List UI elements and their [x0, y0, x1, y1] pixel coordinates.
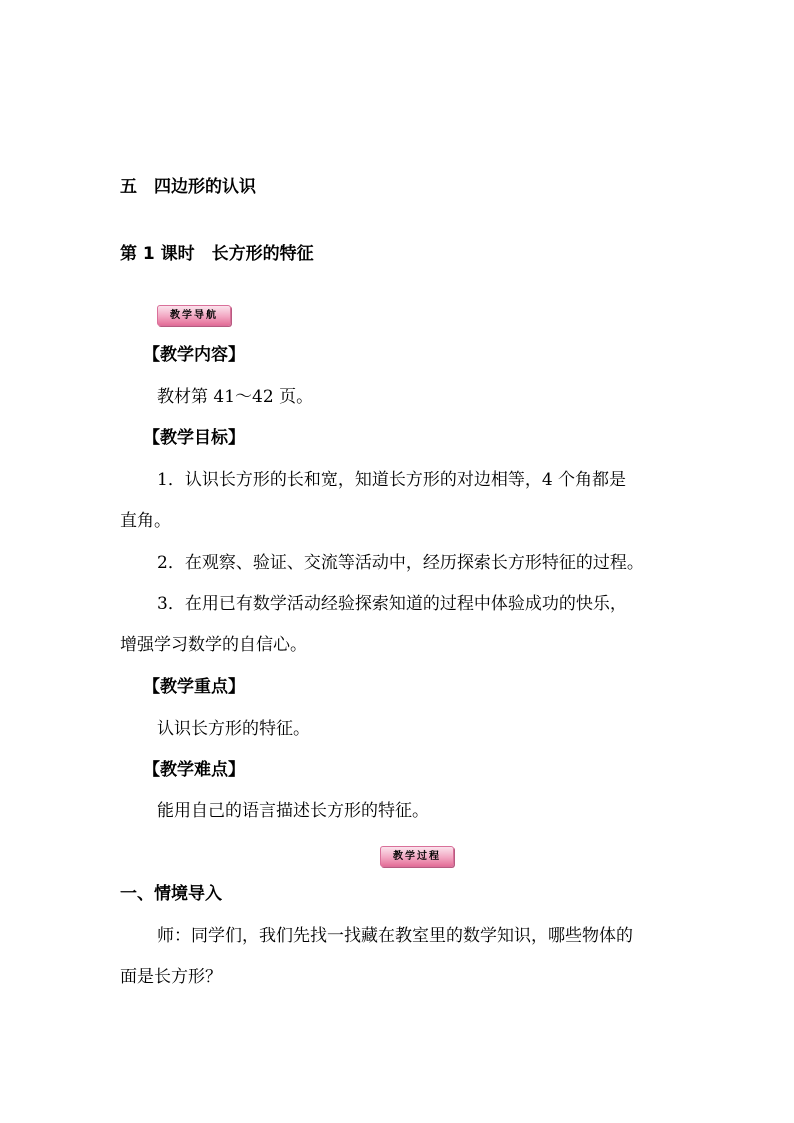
- teaching-process-badge: 教学过程: [380, 846, 454, 867]
- section-1-heading: 一、情境导入: [120, 884, 222, 904]
- key-points-text: 认识长方形的特征。: [157, 719, 310, 739]
- key-points-heading: 【教学重点】: [143, 677, 245, 697]
- goal-1-line-1: 1．认识长方形的长和宽，知道长方形的对边相等，4 个角都是: [157, 470, 627, 490]
- goal-3-line-1: 3．在用已有数学活动经验探索知道的过程中体验成功的快乐，: [157, 594, 627, 614]
- lesson-title: 第 1 课时 长方形的特征: [120, 244, 314, 264]
- difficulty-text: 能用自己的语言描述长方形的特征。: [157, 801, 429, 821]
- intro-line-2: 面是长方形？: [120, 967, 222, 987]
- intro-line-1: 师：同学们，我们先找一找藏在教室里的数学知识，哪些物体的: [157, 926, 633, 946]
- teaching-navigation-badge: 教学导航: [157, 305, 231, 326]
- content-heading: 【教学内容】: [143, 345, 245, 365]
- goals-heading: 【教学目标】: [143, 428, 245, 448]
- goal-1-line-2: 直角。: [120, 511, 171, 531]
- difficulty-heading: 【教学难点】: [143, 760, 245, 780]
- unit-title: 五 四边形的认识: [120, 177, 256, 197]
- content-text: 教材第 41～42 页。: [157, 387, 314, 407]
- goal-2: 2．在观察、验证、交流等活动中，经历探索长方形特征的过程。: [157, 553, 644, 573]
- goal-3-line-2: 增强学习数学的自信心。: [120, 635, 307, 655]
